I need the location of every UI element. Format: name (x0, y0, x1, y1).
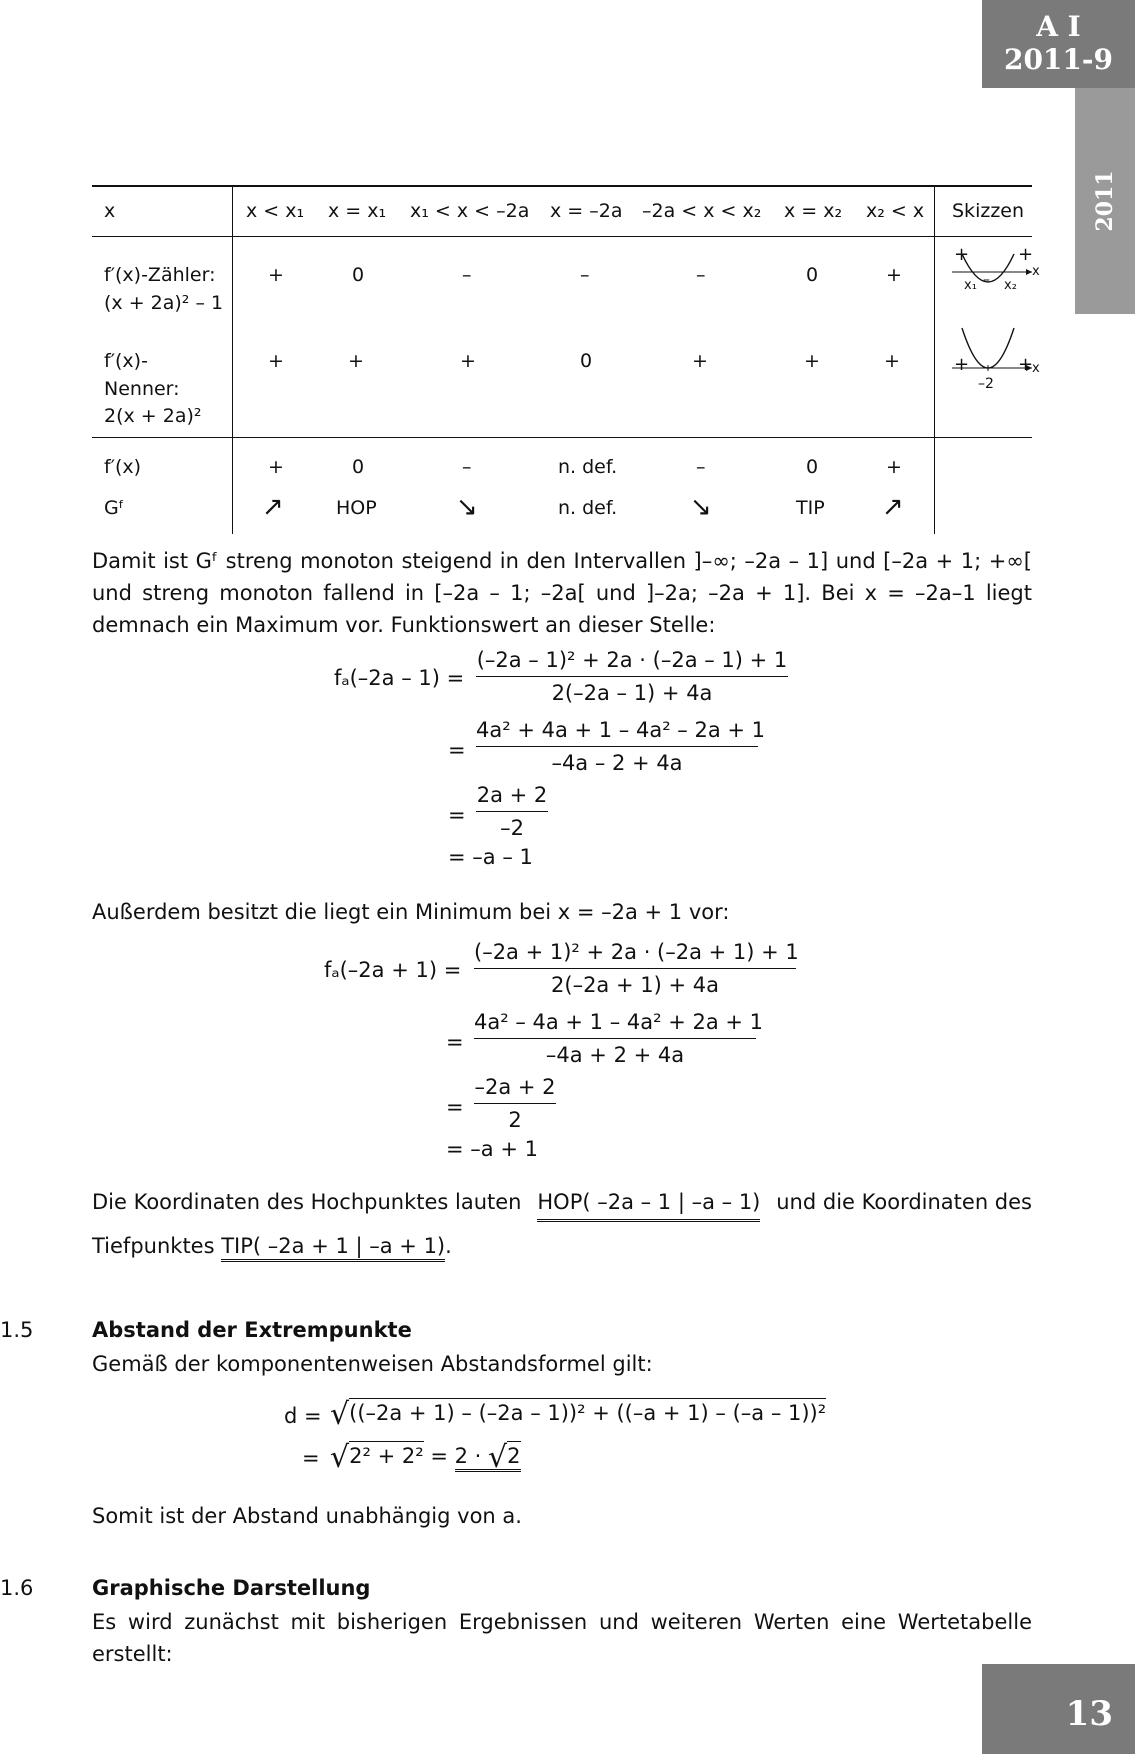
table-header-rule (92, 236, 1032, 237)
eq2-fraction-3 (474, 1075, 556, 1132)
row3-cell2: 0 (352, 456, 365, 478)
row4-decreasing-arrow-icon: ↘ (456, 492, 478, 522)
row4-increasing-arrow-icon: ↗ (262, 492, 284, 522)
eq1-fraction-2 (476, 718, 766, 775)
row2-label-line3: 2(x + 2a)² (104, 405, 202, 427)
sketch1-plus-right: + (1018, 244, 1034, 265)
eq2-fraction-1 (474, 940, 799, 997)
header-col2: x = x₁ (328, 200, 387, 222)
eq3-radicand-1: ((–2a + 1) – (–2a – 1))² + ((–a + 1) – (–a – 1))² (349, 1398, 826, 1425)
eq2-f3-denominator: 2 (508, 1108, 522, 1132)
distance-intro: Gemäß der komponentenweisen Abstandsformel gilt: (92, 1352, 653, 1376)
eq1-f1-numerator: (–2a – 1)² + 2a · (–2a – 1) + 1 (476, 648, 788, 672)
row1-cell2: 0 (352, 264, 365, 286)
row3-cell5: – (696, 456, 706, 478)
chapter-tab (982, 0, 1135, 88)
chapter-code: 2011-9 (1003, 43, 1114, 76)
table-mid-rule (92, 437, 1032, 438)
row2-cell6: + (804, 350, 820, 372)
row4-tip: TIP (796, 497, 825, 519)
row3-cell4: n. def. (558, 456, 618, 478)
year-label: 2011 (1092, 170, 1118, 232)
p3-text-a: Die Koordinaten des Hochpunktes lauten (92, 1190, 522, 1214)
row1-label-line1: f′(x)-Zähler: (104, 264, 216, 286)
header-col6: x = x₂ (784, 200, 843, 222)
eq1-result: = –a – 1 (448, 845, 533, 869)
row2-cell7: + (884, 350, 900, 372)
sketch2-plus-right: + (1018, 354, 1034, 375)
minimum-intro: Außerdem besitzt die liegt ein Minimum bei x = –2a + 1 vor: (92, 900, 730, 924)
eq1-lhs: fₐ(–2a – 1) = (334, 666, 465, 690)
table-top-rule (92, 185, 1032, 187)
eq1-f3-denominator: –2 (500, 816, 524, 840)
eq3-sign-2: = (302, 1446, 320, 1470)
high-point-result: HOP( –2a – 1 | –a – 1) (537, 1186, 760, 1222)
row4-undefined: n. def. (558, 497, 618, 519)
row4-increasing-arrow-icon-2: ↗ (882, 492, 904, 522)
sketch2-plus-left: + (954, 354, 970, 375)
sketch1-axis: x (1032, 264, 1040, 279)
eq2-sign-3: = (446, 1095, 464, 1119)
eq2-f2-denominator: –4a + 2 + 4a (545, 1043, 685, 1067)
row2-label-line2: Nenner: (104, 378, 180, 400)
eq1-f2-denominator: –4a – 2 + 4a (551, 751, 683, 775)
section-title-distance: Abstand der Extrempunkte (92, 1318, 412, 1342)
eq2-f1-denominator: 2(–2a + 1) + 4a (551, 973, 719, 997)
section-number-1-5: 1.5 (0, 1318, 34, 1342)
page-number: 13 (982, 1664, 1135, 1754)
sqrt-icon: √ (488, 1440, 508, 1475)
eq3-sqrt-2 (330, 1440, 521, 1475)
sketch1-plus-left: + (954, 244, 970, 265)
eq2-lhs: fₐ(–2a + 1) = (324, 958, 462, 982)
p3-period: . (445, 1234, 452, 1258)
row1-cell5: – (696, 264, 706, 286)
extrema-coordinates-paragraph (92, 1186, 1032, 1262)
eq2-f1-numerator: (–2a + 1)² + 2a · (–2a + 1) + 1 (474, 940, 799, 964)
eq2-f3-numerator: –2a + 2 (474, 1075, 556, 1099)
sqrt-icon: √ (330, 1397, 350, 1432)
section-number-1-6: 1.6 (0, 1576, 34, 1600)
row2-label-line1: f′(x)- (104, 350, 148, 372)
header-col1: x < x₁ (246, 200, 305, 222)
header-col5: –2a < x < x₂ (642, 200, 762, 222)
eq2-sign-2: = (446, 1030, 464, 1054)
sqrt-icon: √ (330, 1440, 350, 1475)
row1-cell3: – (462, 264, 472, 286)
row3-cell7: + (886, 456, 902, 478)
eq3-result-prefix: 2 · (454, 1444, 489, 1468)
table-vrule-right (934, 186, 935, 534)
sketch1-x2: x₂ (1004, 278, 1017, 293)
eq1-f3-numerator: 2a + 2 (476, 783, 548, 807)
row2-cell5: + (692, 350, 708, 372)
eq1-fraction-3 (476, 783, 548, 840)
table-vrule-left (232, 186, 233, 534)
sketch2-mark: –2 (978, 376, 994, 392)
p3-text-c: Tiefpunktes (92, 1234, 215, 1258)
eq2-fraction-2 (474, 1010, 764, 1067)
eq1-f2-numerator: 4a² + 4a + 1 – 4a² – 2a + 1 (476, 718, 766, 742)
row2-cell4: 0 (580, 350, 593, 372)
row4-hop: HOP (336, 497, 377, 519)
row3-cell3: – (462, 456, 472, 478)
row4-decreasing-arrow-icon-2: ↘ (690, 492, 712, 522)
eq3-lhs: d = (284, 1404, 322, 1428)
section-title-graph: Graphische Darstellung (92, 1576, 371, 1600)
eq1-sign-3: = (448, 803, 466, 827)
monotonicity-paragraph: Damit ist Gᶠ streng monoton steigend in den Intervallen ]–∞; –2a – 1] und [–2a + 1; +∞[ und streng monoton fallend in [–2a – 1; –2a[ und ]–2a; –2a + 1]. Bei x = –2a–1 liegt demnach ein Maximum vor. Funktionswert an dieser Stelle: (92, 549, 1032, 637)
eq3-radicand-2: 2² + 2² (349, 1441, 424, 1468)
distance-result (454, 1440, 521, 1475)
distance-conclusion: Somit ist der Abstand unabhängig von a. (92, 1504, 522, 1528)
sketch-numerator-parabola (948, 244, 1040, 300)
eq1-fraction-1 (476, 648, 788, 705)
eq1-f1-denominator: 2(–2a – 1) + 4a (551, 681, 713, 705)
row2-cell3: + (460, 350, 476, 372)
row2-cell1: + (268, 350, 284, 372)
header-col4: x = –2a (550, 200, 623, 222)
row4-label: Gᶠ (104, 497, 125, 519)
eq3-radicand-3: 2 (507, 1441, 520, 1468)
eq3-sqrt-1 (330, 1397, 826, 1432)
sketch-denominator-parabola (948, 326, 1038, 396)
sketch1-minus: – (983, 272, 990, 288)
row1-cell7: + (886, 264, 902, 286)
low-point-result: TIP( –2a + 1 | –a + 1) (221, 1234, 445, 1262)
row1-cell1: + (268, 264, 284, 286)
row1-cell6: 0 (806, 264, 819, 286)
header-col3: x₁ < x < –2a (410, 200, 530, 222)
graph-intro: Es wird zunächst mit bisherigen Ergebnissen und weiteren Werten eine Wertetabelle erstellt: (92, 1610, 1032, 1666)
sketch1-x1: x₁ (964, 278, 977, 293)
row2-cell2: + (348, 350, 364, 372)
year-tab (1075, 88, 1135, 314)
header-x: x (104, 200, 116, 222)
row1-label-line2: (x + 2a)² – 1 (104, 292, 224, 314)
eq2-result: = –a + 1 (446, 1137, 538, 1161)
header-sketches: Skizzen (952, 200, 1025, 222)
sketch2-axis: x (1032, 361, 1040, 376)
row1-cell4: – (580, 264, 590, 286)
header-col7: x₂ < x (866, 200, 925, 222)
row3-label: f′(x) (104, 456, 142, 478)
eq3-mid-sign: = (430, 1444, 448, 1468)
row3-cell1: + (268, 456, 284, 478)
chapter-label: A I (1036, 10, 1081, 43)
eq1-sign-2: = (448, 738, 466, 762)
eq2-f2-numerator: 4a² – 4a + 1 – 4a² + 2a + 1 (474, 1010, 764, 1034)
p3-text-b: und die Koordinaten des (776, 1190, 1032, 1214)
row3-cell6: 0 (806, 456, 819, 478)
